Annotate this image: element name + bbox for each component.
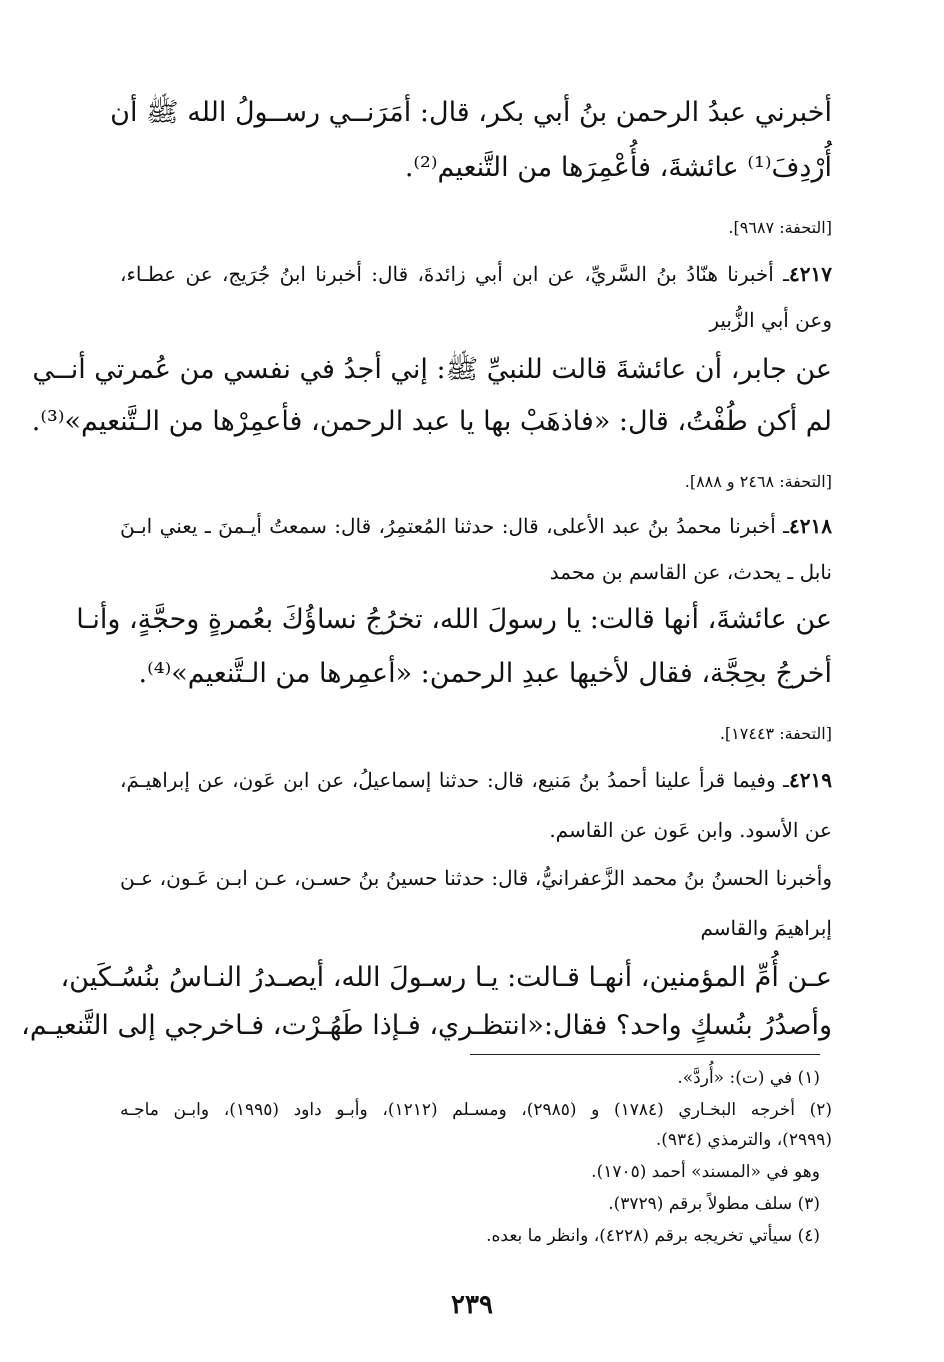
text-line: عن عائشةَ، أنها قالت: يا رسولَ الله، تخرُجُ نساؤُكَ بعُمرةٍ وحجَّةٍ، وأنـا <box>76 604 832 635</box>
isnad-text: ـ وفيما قرأ علينا أحمدُ بنُ مَنيع، قال: حدثنا إسماعيلُ، عن ابن عَون، عن إبراهيـمَ، <box>120 768 790 792</box>
isnad-text: ـ أخبرنا هنّادُ بنُ السَّريِّ، عن ابن أبي زائدةَ، قال: أخبرنا ابنُ جُرَيج، عن عطـاء، <box>120 262 790 286</box>
text-line: وأخبرنا الحسنُ بنُ محمد الزَّعفرانيُّ، قال: حدثنا حسينُ بنُ حسـن، عـن ابـن عَـون، عـن <box>120 866 832 890</box>
footnote-4: (٤) سيأتي تخريجه برقم (٤٢٢٨)، وانظر ما بعده. <box>486 1226 820 1246</box>
footnote-2-cont: (٢٩٩٩)، والترمذي (٩٣٤). <box>655 1130 832 1150</box>
text-line: عـن أُمِّ المؤمنين، أنهـا قـالت: يـا رسـولَ الله، أيصـدرُ النـاسُ بنُسُـكَين، <box>60 962 832 993</box>
footnote-2-note: وهو في «المسند» أحمد (١٧٠٥). <box>591 1162 820 1182</box>
footnote-1: (١) في (ت): «أُردَّ». <box>677 1068 820 1088</box>
hadith-4218-header <box>120 514 832 538</box>
text-line: أُرْدِفَ⁽¹⁾ عائشةَ، فأُعْمِرَها من التَّنعيم⁽²⁾. <box>404 152 832 183</box>
text-line: عن الأسود. وابن عَون عن القاسم. <box>549 818 832 842</box>
text-line: أخبرني عبدُ الرحمن بنُ أبي بكر، قال: أمَرَنــي رســولُ الله ﷺ أن <box>110 97 832 128</box>
footnote-3: (٣) سلف مطولاً برقم (٣٧٢٩). <box>608 1194 820 1214</box>
footnote-divider <box>470 1054 820 1055</box>
text-line: لم أكن طُفْتُ، قال: «فاذهَبْ بها يا عبد الرحمن، فأعمِرْها من الـتَّنعيم»⁽³⁾. <box>31 406 832 437</box>
text-line: أخرجُ بحِجَّة، فقال لأخيها عبدِ الرحمن: «أعمِرها من الـتَّنعيم»⁽⁴⁾. <box>138 658 832 689</box>
text-line: عن جابر، أن عائشةَ قالت للنبيِّ ﷺ: إني أجدُ في نفسي من عُمرتي أنــي <box>32 354 832 385</box>
hadith-4219-header <box>120 768 832 792</box>
text-line: نابل ـ يحدث، عن القاسم بن محمد <box>549 560 832 584</box>
hadith-number: ٤٢١٧ <box>789 262 832 286</box>
citation: [التحفة: ٩٦٨٧]. <box>728 218 832 237</box>
text-line: وأصدُرُ بنُسكٍ واحد؟ فقال:«انتظـري، فـإذا طَهُـرْت، فـاخرجي إلى التَّنعيـم، <box>21 1010 832 1041</box>
isnad-text: ـ أخبرنا محمدُ بنُ عبد الأعلى، قال: حدثنا المُعتمِرُ، قال: سمعتُ أيـمنَ ـ يعني ابـنَ <box>120 514 790 538</box>
citation: [التحفة: ٢٤٦٨ و ٨٨٨]. <box>684 472 832 491</box>
footnote-2: (٢) أخرجه البخـاري (١٧٨٤) و (٢٩٨٥)، ومسـلم (١٢١٢)، وأبـو داود (١٩٩٥)، وابـن ماجـه <box>120 1100 832 1120</box>
text-line: إبراهيمَ والقاسم <box>700 916 832 940</box>
text-line: وعن أبي الزُّبير <box>709 308 832 332</box>
citation: [التحفة: ١٧٤٤٣]. <box>719 724 832 743</box>
hadith-number: ٤٢١٩ <box>789 768 832 792</box>
page-number: ٢٣٩ <box>451 1290 493 1320</box>
hadith-4217-header <box>120 262 832 286</box>
hadith-number: ٤٢١٨ <box>789 514 832 538</box>
